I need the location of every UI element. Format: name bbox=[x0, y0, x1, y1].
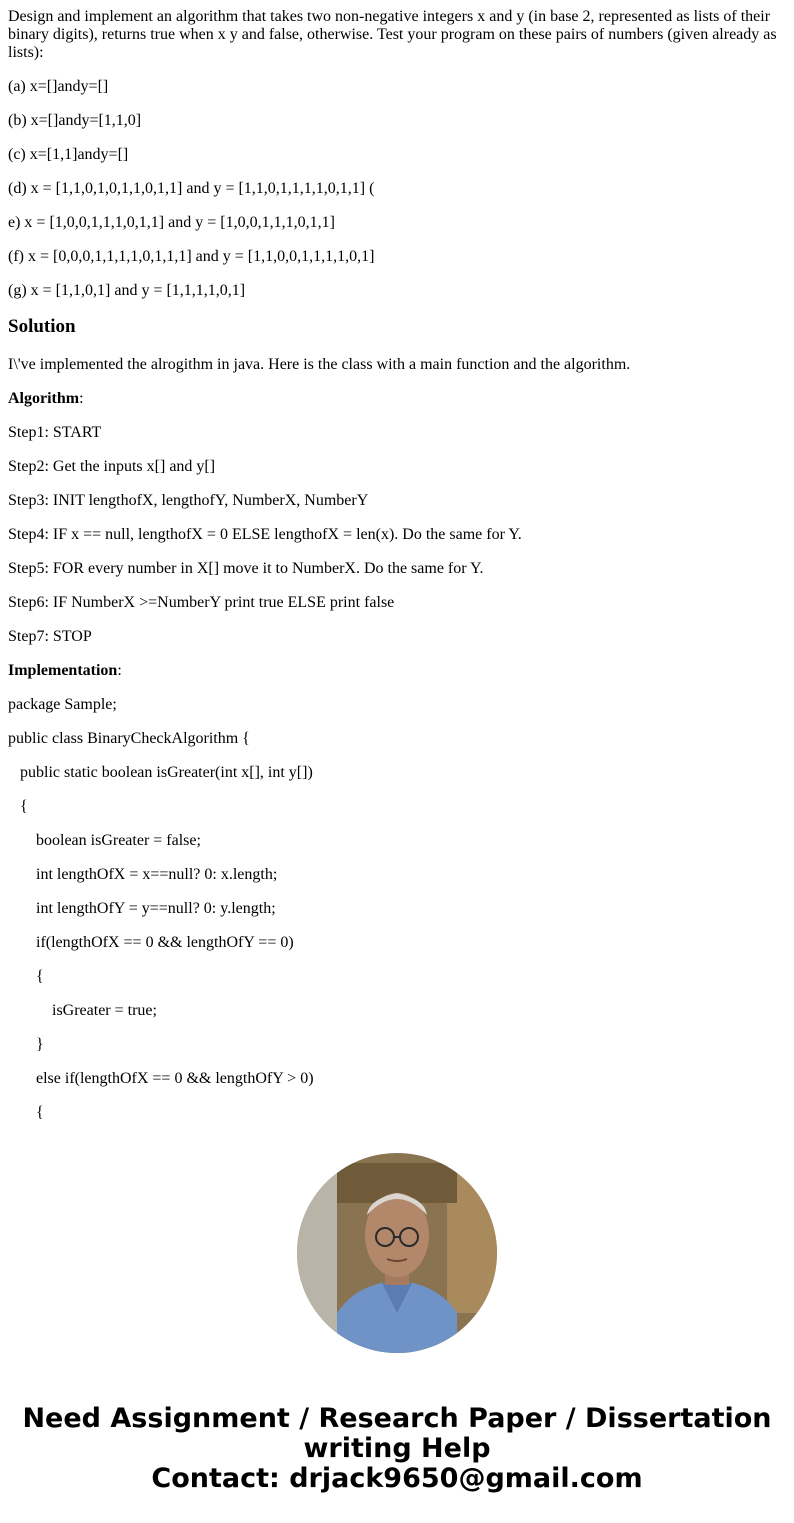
promo-line-2: writing Help bbox=[303, 1433, 491, 1464]
code-line: package Sample; bbox=[8, 696, 117, 713]
test-pair-d: (d) x = [1,1,0,1,0,1,1,0,1,1] and y = [1,1,0,1,1,1,1,0,1,1] ( bbox=[8, 180, 375, 197]
code-line: int lengthOfX = x==null? 0: x.length; bbox=[36, 866, 278, 883]
code-line: boolean isGreater = false; bbox=[36, 832, 201, 849]
algorithm-step-1: Step1: START bbox=[8, 424, 102, 441]
code-line: public static boolean isGreater(int x[], int y[]) bbox=[20, 764, 313, 781]
test-pair-c: (c) x=[1,1]andy=[] bbox=[8, 146, 129, 163]
solution-document bbox=[8, 8, 786, 1138]
person-portrait-icon bbox=[297, 1153, 497, 1353]
test-pair-e: e) x = [1,0,0,1,1,1,0,1,1] and y = [1,0,0,1,1,1,0,1,1] bbox=[8, 214, 335, 231]
algorithm-colon: : bbox=[79, 390, 84, 407]
algorithm-step-6: Step6: IF NumberX >=NumberY print true ELSE print false bbox=[8, 594, 395, 611]
promo-banner bbox=[0, 1404, 794, 1494]
code-line: public class BinaryCheckAlgorithm { bbox=[8, 730, 250, 747]
algorithm-step-2: Step2: Get the inputs x[] and y[] bbox=[8, 458, 216, 475]
solution-heading: Solution bbox=[8, 316, 76, 337]
code-line: else if(lengthOfX == 0 && lengthOfY > 0) bbox=[36, 1070, 314, 1087]
solution-intro: I\'ve implemented the alrogithm in java. Here is the class with a main function and the algorithm. bbox=[8, 356, 631, 373]
code-line: { bbox=[20, 798, 28, 815]
algorithm-label: Algorithm bbox=[8, 390, 80, 407]
algorithm-label-line bbox=[8, 390, 786, 408]
test-pair-b: (b) x=[]andy=[1,1,0] bbox=[8, 112, 142, 129]
implementation-label: Implementation bbox=[8, 662, 118, 679]
algorithm-step-4: Step4: IF x == null, lengthofX = 0 ELSE lengthofX = len(x). Do the same for Y. bbox=[8, 526, 522, 543]
code-line: { bbox=[36, 1104, 44, 1121]
test-pair-f: (f) x = [0,0,0,1,1,1,1,0,1,1,1] and y = [1,1,0,0,1,1,1,1,0,1] bbox=[8, 248, 375, 265]
algorithm-step-5: Step5: FOR every number in X[] move it to NumberX. Do the same for Y. bbox=[8, 560, 484, 577]
implementation-colon: : bbox=[117, 662, 122, 679]
code-line: { bbox=[36, 968, 44, 985]
code-line: int lengthOfY = y==null? 0: y.length; bbox=[36, 900, 276, 917]
algorithm-step-7: Step7: STOP bbox=[8, 628, 92, 645]
question-intro: Design and implement an algorithm that takes two non-negative integers x and y (in base 2, represented as lists of their binary digits), returns true when x y and false, otherwise. Test your program on these pairs of numbers (given already as lists): bbox=[8, 8, 777, 61]
implementation-label-line bbox=[8, 662, 786, 680]
author-avatar bbox=[297, 1153, 497, 1353]
algorithm-step-3: Step3: INIT lengthofX, lengthofY, NumberX, NumberY bbox=[8, 492, 369, 509]
promo-line-1: Need Assignment / Research Paper / Dissertation bbox=[22, 1403, 772, 1434]
promo-contact: Contact: drjack9650@gmail.com bbox=[151, 1463, 643, 1494]
code-line: } bbox=[36, 1036, 44, 1053]
test-pair-a: (a) x=[]andy=[] bbox=[8, 78, 109, 95]
code-line: isGreater = true; bbox=[52, 1002, 157, 1019]
test-pair-g: (g) x = [1,1,0,1] and y = [1,1,1,1,0,1] bbox=[8, 282, 246, 299]
code-line: if(lengthOfX == 0 && lengthOfY == 0) bbox=[36, 934, 294, 951]
